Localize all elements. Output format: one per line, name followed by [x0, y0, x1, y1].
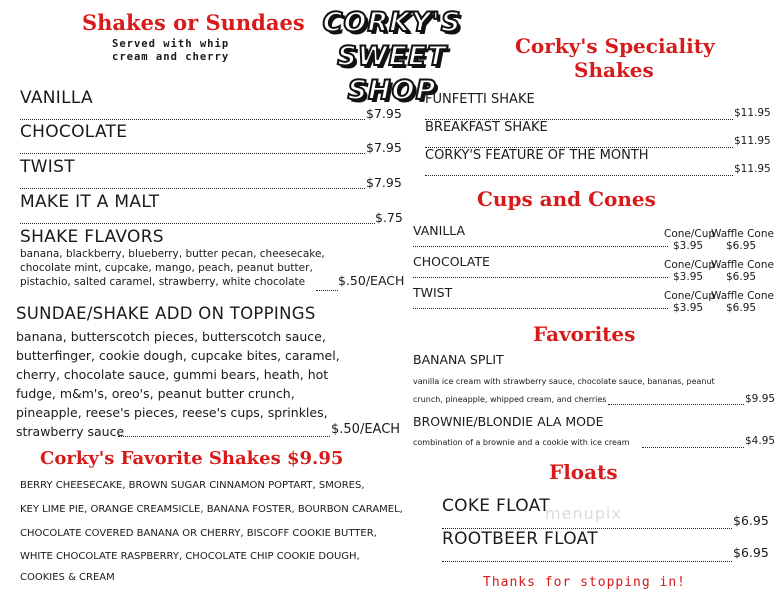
favorite-shakes-line-3: CHOCOLATE COVERED BANANA OR CHERRY, BISCOFF COOKIE BUTTER, [20, 528, 377, 539]
speciality-title-2: Shakes [574, 58, 654, 82]
leader-dots [413, 307, 668, 309]
shakes-subtitle-1: Served with whip [112, 38, 230, 50]
footer-thanks: Thanks for stopping in! [483, 575, 687, 590]
col-waffle-cone: Waffle Cone [711, 228, 774, 240]
shake-flavors-line-3: pistachio, salted caramel, strawberry, white chocolate [20, 276, 306, 288]
leader-dots [425, 174, 733, 176]
leader-dots [442, 560, 732, 562]
price-rootbeer-float: $6.95 [733, 545, 769, 560]
leader-dots [316, 289, 338, 291]
leader-dots [413, 245, 668, 247]
price-malt: $.75 [375, 210, 403, 225]
col-waffle-cone: Waffle Cone [711, 290, 774, 302]
speciality-title-1: Corky's Speciality [515, 34, 715, 58]
toppings-line-2: butterfinger, cookie dough, cupcake bites, caramel, [16, 348, 340, 363]
toppings-line-3: cherry, chocolate sauce, gummi bears, heath, hot [16, 367, 329, 382]
favorites-title: Favorites [533, 322, 636, 346]
leader-dots [413, 276, 668, 278]
shake-flavors-title: SHAKE FLAVORS [20, 227, 164, 247]
price-chocolate-cup: $3.95 [673, 271, 704, 283]
price-twist: $7.95 [366, 175, 402, 190]
price-toppings: $.50/EACH [331, 422, 401, 437]
price-funfetti: $11.95 [734, 107, 771, 119]
favorites-brownie: BROWNIE/BLONDIE ALA MODE [413, 414, 604, 429]
cups-item-vanilla: VANILLA [413, 223, 466, 238]
col-cone-cup: Cone/Cup [664, 228, 716, 240]
price-coke-float: $6.95 [733, 513, 769, 528]
toppings-line-6: strawberry sauce [16, 424, 125, 439]
leader-dots [20, 152, 365, 154]
price-twist-waffle: $6.95 [726, 302, 757, 314]
brownie-desc: combination of a brownie and a cookie with ice cream [413, 438, 630, 447]
price-chocolate-waffle: $6.95 [726, 271, 757, 283]
favorites-banana-split: BANANA SPLIT [413, 352, 504, 367]
cups-item-chocolate: CHOCOLATE [413, 254, 490, 269]
banana-split-desc-2: crunch, pineapple, whipped cream, and cherries [413, 395, 607, 404]
leader-dots [118, 435, 330, 437]
col-cone-cup: Cone/Cup [664, 290, 716, 302]
shake-flavors-line-1: banana, blackberry, blueberry, butter pecan, cheesecake, [20, 248, 325, 260]
toppings-line-4: fudge, m&m's, oreo's, peanut butter crunch, [16, 386, 295, 401]
leader-dots [642, 446, 744, 448]
floats-title: Floats [549, 460, 618, 484]
shake-flavors-line-2: chocolate mint, cupcake, mango, peach, peanut butter, [20, 262, 313, 274]
favorite-shakes-line-4: WHITE CHOCOLATE RASPBERRY, CHOCOLATE CHIP COOKIE DOUGH, [20, 551, 360, 562]
menu-item-vanilla: VANILLA [20, 88, 93, 108]
price-feature: $11.95 [734, 163, 771, 175]
col-waffle-cone: Waffle Cone [711, 259, 774, 271]
menu-item-twist: TWIST [20, 157, 75, 177]
shakes-title: Shakes or Sundaes [82, 10, 305, 35]
toppings-line-1: banana, butterscotch pieces, butterscotch sauce, [16, 329, 326, 344]
watermark: menupix [545, 504, 622, 523]
favorite-shakes-line-2: KEY LIME PIE, ORANGE CREAMSICLE, BANANA FOSTER, BOURBON CARAMEL, [20, 504, 403, 515]
toppings-title: SUNDAE/SHAKE ADD ON TOPPINGS [16, 304, 316, 323]
cups-cones-title: Cups and Cones [477, 187, 656, 211]
price-banana-split: $9.95 [745, 393, 776, 405]
price-breakfast: $11.95 [734, 135, 771, 147]
price-flavors: $.50/EACH [338, 273, 405, 288]
leader-dots [20, 222, 375, 224]
float-item-rootbeer: ROOTBEER FLOAT [442, 529, 598, 549]
col-cone-cup: Cone/Cup [664, 259, 716, 271]
banana-split-desc-1: vanilla ice cream with strawberry sauce, chocolate sauce, bananas, peanut [413, 377, 715, 386]
leader-dots [608, 403, 744, 405]
speciality-item-funfetti: FUNFETTI SHAKE [425, 92, 535, 107]
speciality-item-breakfast: BREAKFAST SHAKE [425, 120, 548, 135]
logo-line-1: CORKY'S [322, 7, 462, 38]
logo-line-2: SWEET SHOP [337, 41, 447, 106]
toppings-line-5: pineapple, reese's pieces, reese's cups, sprinkles, [16, 405, 328, 420]
price-brownie: $4.95 [745, 435, 776, 447]
favorite-shakes-line-1: BERRY CHEESECAKE, BROWN SUGAR CINNAMON POPTART, SMORES, [20, 480, 365, 491]
leader-dots [20, 187, 365, 189]
price-chocolate: $7.95 [366, 140, 402, 155]
price-vanilla-cup: $3.95 [673, 240, 704, 252]
shakes-subtitle-2: cream and cherry [112, 51, 230, 63]
price-vanilla: $7.95 [366, 106, 402, 121]
leader-dots [20, 118, 365, 120]
menu-item-malt: MAKE IT A MALT [20, 192, 160, 212]
favorite-shakes-title: Corky's Favorite Shakes $9.95 [40, 448, 344, 469]
price-twist-cup: $3.95 [673, 302, 704, 314]
menu-item-chocolate: CHOCOLATE [20, 122, 128, 142]
cups-item-twist: TWIST [413, 285, 453, 300]
float-item-coke: COKE FLOAT [442, 496, 550, 516]
favorite-shakes-line-5: COOKIES & CREAM [20, 572, 115, 583]
speciality-item-feature: CORKY'S FEATURE OF THE MONTH [425, 148, 649, 163]
price-vanilla-waffle: $6.95 [726, 240, 757, 252]
